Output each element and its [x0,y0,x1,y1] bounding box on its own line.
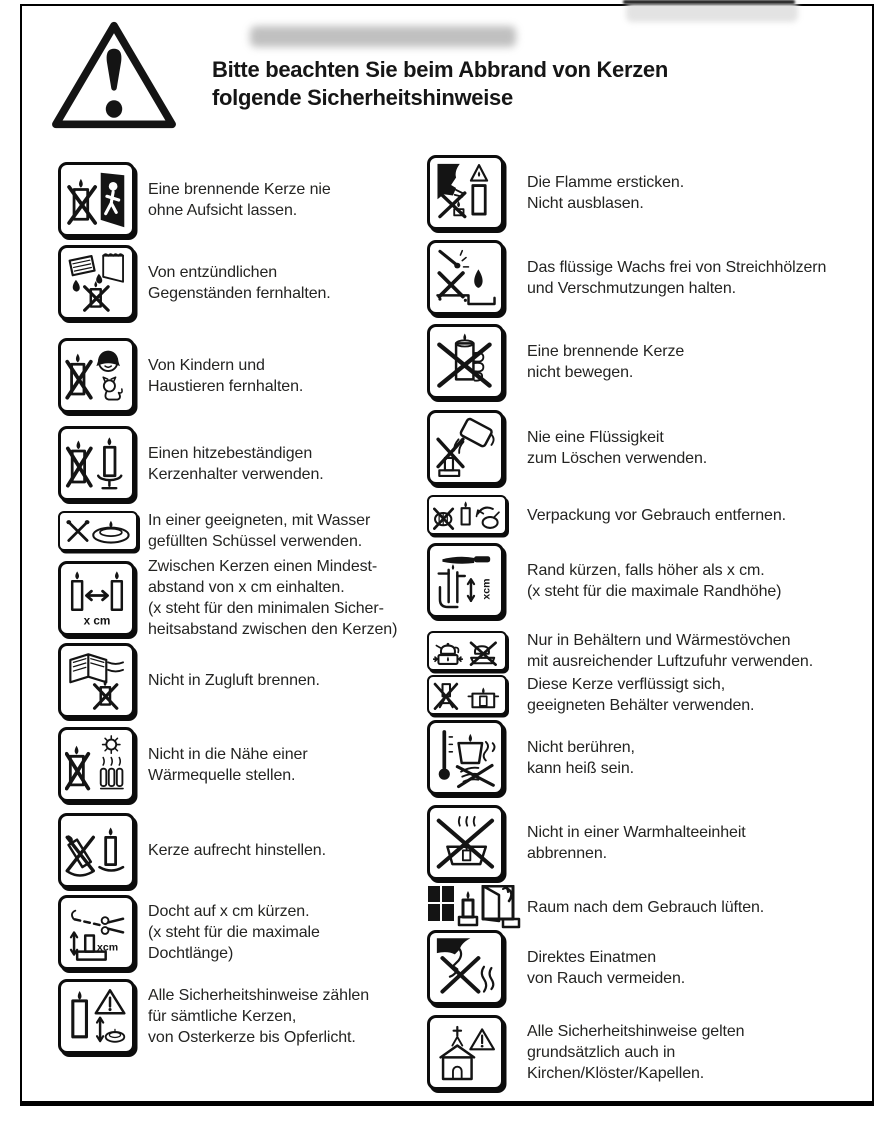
print-smudge [623,0,795,4]
rule-water-bowl [58,510,370,552]
title-line-2: folgende Sicherheitshinweise [212,85,513,110]
liquefying-candle-icon [427,675,507,715]
no-heat-source-icon [58,727,135,802]
rule-text-line: Kerzenhalter verwenden. [148,465,324,483]
remove-packaging-icon [427,495,507,535]
rule-text-line: Kirchen/Klöster/Kapellen. [527,1065,705,1082]
rule-text-line: (x steht für die maximale Randhöhe) [527,582,782,600]
rule-upright [58,813,326,888]
rule-text-line: Nicht in Zugluft brennen. [148,672,320,689]
rule-text-line: Verpackung vor Gebrauch entfernen. [527,506,786,524]
rule-warmer [427,805,746,880]
rule-text-line: grundsätzlich auch in [527,1044,676,1061]
rule-text-line: abstand von x cm einhalten. [148,579,345,596]
rule-clean-wax [427,240,826,315]
rule-children-pets [58,338,303,413]
rule-text-line: In einer geeigneten, mit Wasser [148,512,371,529]
rule-distance [58,556,397,640]
water-filled-bowl-icon [58,511,138,551]
exclamation-triangle-icon [48,18,180,137]
no-food-warmer-icon [427,805,504,880]
rule-text-line: Das flüssige Wachs frei von Streichhölzern [527,258,827,276]
air-supply-burner-icon [427,631,507,671]
rule-snuff [427,155,684,230]
rule-text-line: von Osterkerze bis Opferlicht. [148,1029,356,1046]
rule-text-line: Eine brennende Kerze [527,342,685,360]
rule-text-line: heitsabstand zwischen den Kerzen) [148,621,398,638]
rule-text-line: von Rauch vermeiden. [527,969,686,987]
rule-text-line: Nicht ausblasen. [527,194,644,212]
rule-all-candles [58,979,369,1054]
rule-trim-rim [427,543,781,618]
rule-text-line: zum Löschen verwenden. [527,449,708,467]
rule-text-line: Alle Sicherheitshinweise zählen [148,987,370,1004]
trim-wick-icon [58,895,135,970]
rule-text-line: Die Flamme ersticken. [527,173,685,191]
rule-text-line: Von Kindern und [148,356,265,374]
rule-air-supply [427,630,813,672]
avoid-smoke-inhalation-icon [427,930,504,1005]
rule-text-line: Kerze aufrecht hinstellen. [148,842,326,859]
all-candle-types-icon [58,979,135,1054]
rule-text-line: Alle Sicherheitshinweise gelten [527,1023,745,1040]
rule-text-line: Nicht in einer Warmhalteeinheit [527,823,746,841]
rule-text-line: Raum nach dem Gebrauch lüften. [527,898,765,916]
svg-text:xcm: xcm [96,940,118,953]
rule-text-line: Dochtlänge) [148,945,234,962]
title-line-1: Bitte beachten Sie beim Abbrand von Kerzen [212,57,669,82]
rule-text-line: Haustieren fernhalten. [148,377,304,395]
rule-text-line: Diese Kerze verflüssigt sich, [527,676,726,693]
no-draft-icon [58,643,135,718]
rule-liquefy [427,674,754,716]
rule-text-line: Rand kürzen, falls höher als x cm. [527,561,765,579]
rule-text-line: Nur in Behältern und Wärmestövchen [527,632,791,649]
heat-resistant-holder-icon [58,426,135,501]
rule-text-line: geeigneten Behälter verwenden. [527,697,755,714]
page-title [212,56,668,112]
rule-text-line: Einen hitzebeständigen [148,444,313,462]
trim-rim-icon [427,543,504,618]
rule-trim-wick [58,895,320,970]
keep-wax-clean-icon [427,240,504,315]
no-liquid-extinguish-icon [427,410,504,485]
unattended-candle-icon [58,162,135,237]
svg-text:x cm: x cm [83,614,110,628]
rule-flammable [58,245,331,320]
rule-no-liquid [427,410,707,485]
rule-text-line: Nie eine Flüssigkeit [527,428,664,446]
rule-hot [427,720,635,795]
rule-text-line: und Verschmutzungen halten. [527,279,737,297]
upright-candle-icon [58,813,135,888]
rule-not-move [427,324,684,399]
ventilate-room-icon [427,885,524,929]
rule-text-line: Direktes Einatmen [527,948,657,966]
rule-text-line: Von entzündlichen [148,263,278,281]
rule-text-line: Nicht in die Nähe einer [148,745,308,763]
rule-text-line: Eine brennende Kerze nie [148,180,331,198]
rule-text-line: nicht bewegen. [527,363,634,381]
hot-do-not-touch-icon [427,720,504,795]
snuff-flame-icon [427,155,504,230]
rule-text-line: kann heiß sein. [527,759,635,777]
rule-holder [58,426,324,501]
candle-distance-icon [58,561,135,636]
rule-text-line: Gegenständen fernhalten. [148,284,331,302]
svg-text:xcm: xcm [480,578,493,600]
rule-text-line: abbrennen. [527,844,607,862]
rule-text-line: Wärmequelle stellen. [148,766,296,784]
rule-text-line: mit ausreichender Luftzufuhr verwenden. [527,653,814,670]
rule-smoke [427,930,685,1005]
church-use-icon [427,1015,504,1090]
rule-ventilate [427,885,764,929]
children-and-pets-icon [58,338,135,413]
rule-text-line: (x steht für den minimalen Sicher- [148,600,384,617]
rule-unattended [58,162,331,237]
rule-heat-source [58,727,308,802]
rule-draft [58,643,320,718]
print-smudge [626,2,798,22]
flammable-objects-icon [58,245,135,320]
rule-church [427,1015,744,1090]
rule-text-line: Docht auf x cm kürzen. [148,903,310,920]
print-smudge [250,26,516,47]
rule-text-line: Nicht berühren, [527,738,635,756]
rule-text-line: Zwischen Kerzen einen Mindest- [148,558,378,575]
rule-packaging [427,495,786,535]
rule-text-line: ohne Aufsicht lassen. [148,201,298,219]
do-not-move-candle-icon [427,324,504,399]
rule-text-line: gefüllten Schüssel verwenden. [148,533,363,550]
rule-text-line: (x steht für die maximale [148,924,320,941]
rule-text-line: für sämtliche Kerzen, [148,1008,297,1025]
